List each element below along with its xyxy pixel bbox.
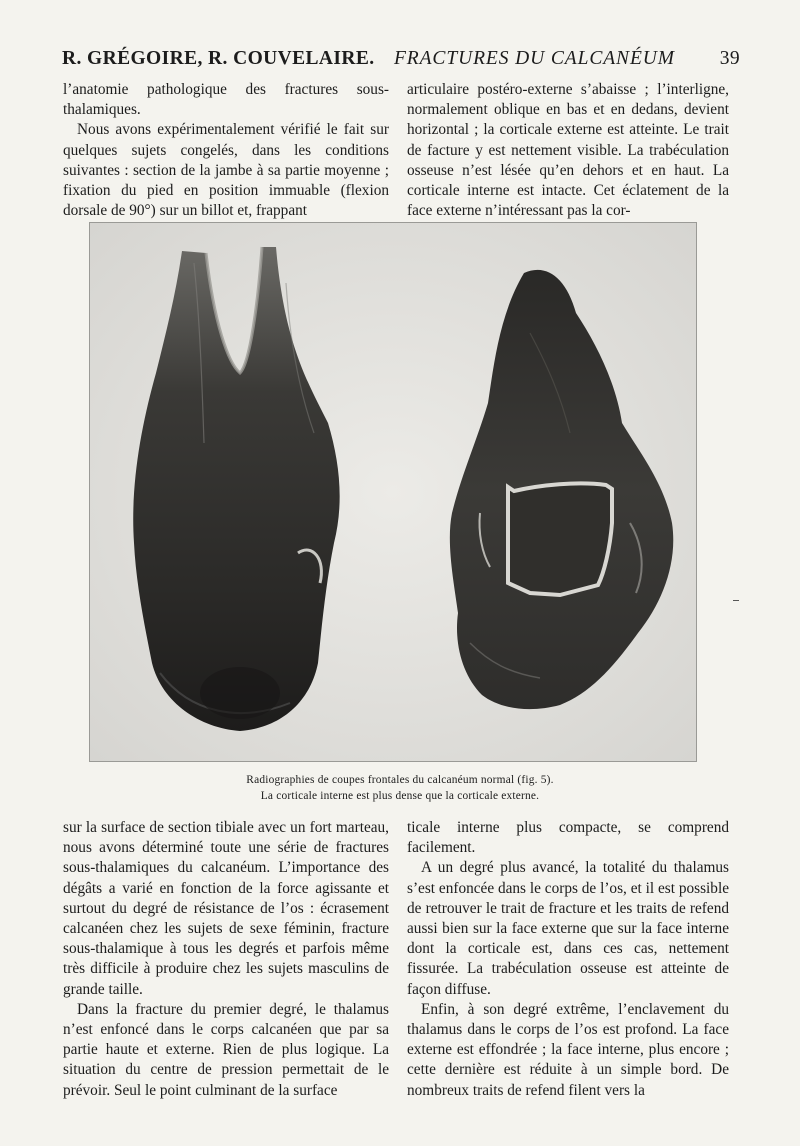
radiograph-figure xyxy=(89,222,697,762)
margin-mark xyxy=(733,600,739,601)
column-bottom-right xyxy=(407,818,729,1101)
figure-caption xyxy=(150,772,650,804)
column-bottom-left xyxy=(63,818,389,1101)
paragraph: Nous avons expérimentalement vérifié le fait sur quelques sujets congelés, dans les conditions suivantes : section de la jambe à sa partie moyenne ; fixation du pied en position immuable (flexion dorsale de 90°) sur un billot et, frappant xyxy=(63,121,389,220)
radiograph-image xyxy=(90,223,696,761)
caption-line: La corticale interne est plus dense que la corticale externe. xyxy=(260,790,540,802)
column-top-right xyxy=(407,80,729,221)
caption-line: Radiographies de coupes frontales du calcanéum normal (fig. 5). xyxy=(246,774,554,786)
header-authors: R. GRÉGOIRE, R. COUVELAIRE. xyxy=(62,48,375,69)
paragraph: sur la surface de section tibiale avec un fort marteau, nous avons déterminé toute une série de fractures sous-thalamiques du calcanéum. L’importance des dégâts a varié en fonction de la force agissante et surtout du degré de résistance de l’os : écrasement calcanéen chez les sujets de sexe féminin, fracture sous-thalamique à tous les degrés et parfois même très difficile à produire chez les sujets masculins de grande taille. xyxy=(63,819,389,998)
paragraph: Dans la fracture du premier degré, le thalamus n’est enfoncé dans le corps calcanéen que par sa partie haute et externe. Rien de plus logique. La situation du centre de pression permettait de le prévoir. Seul le point culminant de la surface xyxy=(63,1000,389,1099)
paragraph: ticale interne plus compacte, se comprend facilement. xyxy=(407,819,729,857)
paragraph: A un degré plus avancé, la totalité du thalamus s’est enfoncée dans le corps de l’os, et il est possible de retrouver le trait de fracture et les traits de refend aussi bien sur la face externe que sur la face interne dont la corticale est, dans ces cas, nettement fissurée. La trabéculation osseuse est atteinte de façon diffuse. xyxy=(407,859,729,998)
paragraph: Enfin, à son degré extrême, l’enclavement du thalamus dans le corps de l’os est profond. La face externe est effondrée ; la face interne, plus encore ; cette dernière est réduite à un simple bord. De nombreux traits de refend filent vers la xyxy=(407,1000,729,1099)
page-number: 39 xyxy=(719,48,740,69)
column-top-left xyxy=(63,80,389,221)
header-title: FRACTURES DU CALCANÉUM xyxy=(394,48,675,69)
running-header xyxy=(62,44,742,76)
paragraph: l’anatomie pathologique des fractures sous-thalamiques. xyxy=(63,81,389,119)
paragraph: articulaire postéro-externe s’abaisse ; l’interligne, normalement oblique en bas et en dedans, devient horizontal ; la corticale externe est atteinte. Le trait de facture y est nettement visible. La trabéculation osseuse n’est lésée qu’en dehors et en haut. La corticale interne est intacte. Cet éclatement de la face externe n’intéressant pas la cor- xyxy=(407,81,729,220)
